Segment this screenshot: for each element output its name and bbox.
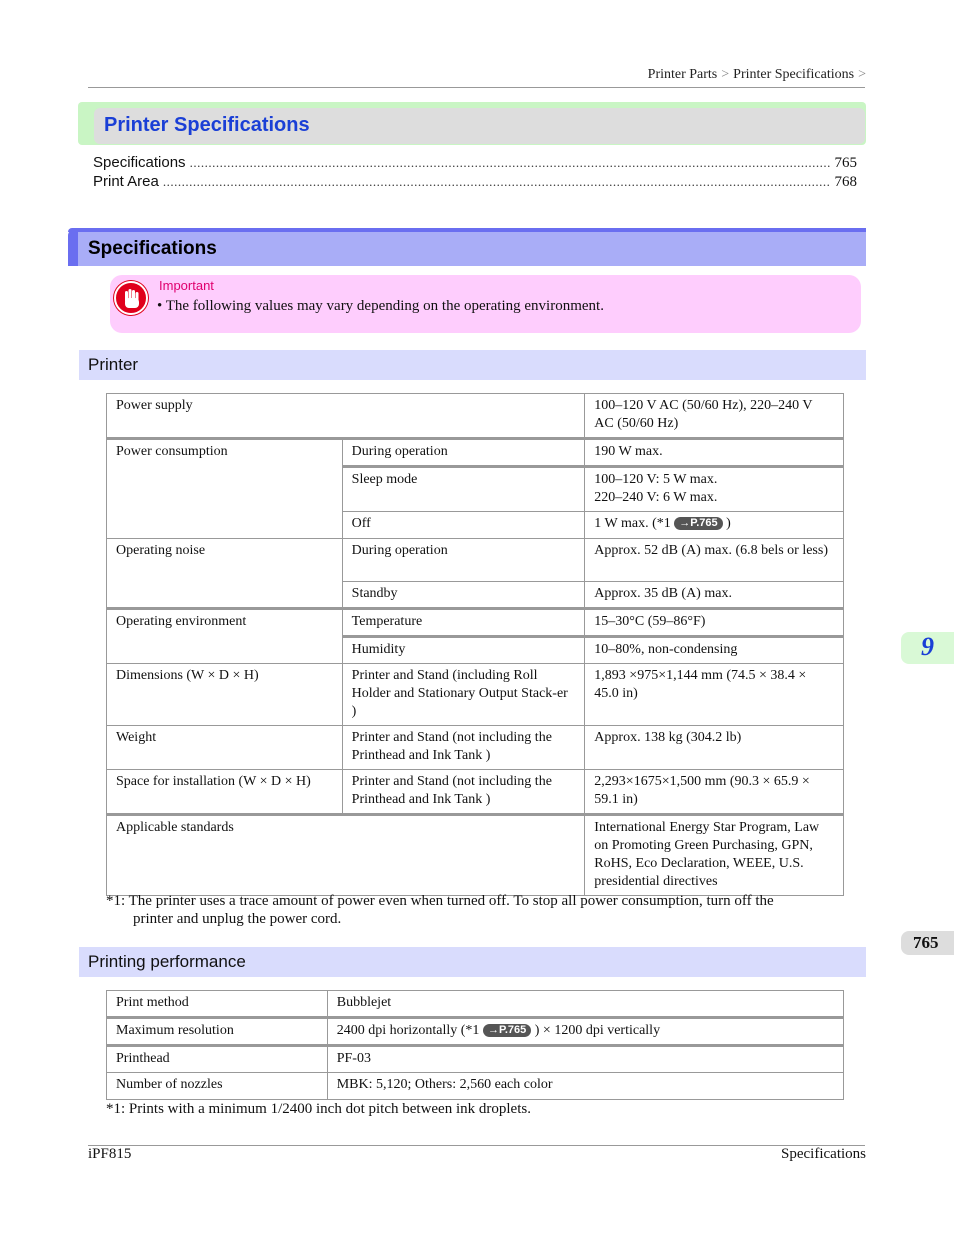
row-value: Approx. 138 kg (304.2 lb)	[585, 726, 844, 770]
row-sublabel: Standby	[342, 582, 585, 609]
subsection-bar-printer	[79, 350, 866, 380]
row-label: Weight	[107, 726, 343, 770]
toc-page-number[interactable]: 768	[834, 174, 857, 190]
important-title: Important	[159, 278, 214, 293]
section-title: Specifications	[88, 238, 217, 259]
table-row	[107, 991, 844, 1018]
performance-spec-table	[106, 990, 844, 1100]
toc-leader	[190, 155, 831, 171]
row-value: 1 W max. (*1 →P.765 )	[585, 512, 844, 539]
toc-label[interactable]: Specifications	[93, 154, 186, 171]
table-row	[107, 394, 844, 439]
chapter-title: Printer Specifications	[104, 114, 310, 136]
row-label: Dimensions (W × D × H)	[107, 664, 343, 726]
row-sublabel: Printer and Stand (not including the Printhead and Ink Tank )	[342, 726, 585, 770]
row-label: Operating environment	[107, 609, 343, 664]
page-number: 765	[913, 933, 939, 952]
page-reference-link[interactable]: →P.765	[674, 517, 722, 530]
toc-label[interactable]: Print Area	[93, 173, 159, 190]
breadcrumb-printer-specifications[interactable]: Printer Specifications	[733, 67, 855, 82]
footnote-line: *1: The printer uses a trace amount of power even when turned off. To stop all power consumption, turn off the	[106, 893, 774, 909]
row-value: 100–120 V AC (50/60 Hz), 220–240 V AC (50/60 Hz)	[585, 394, 844, 439]
row-sublabel: Sleep mode	[342, 467, 585, 512]
breadcrumb-printer-parts[interactable]: Printer Parts	[647, 67, 718, 82]
table-row	[107, 1046, 844, 1073]
breadcrumb	[648, 67, 866, 83]
breadcrumb-separator: >	[721, 67, 730, 82]
row-label: Maximum resolution	[107, 1018, 328, 1046]
row-label: Power supply	[107, 394, 585, 439]
row-sublabel: Off	[342, 512, 585, 539]
row-value: Bubblejet	[327, 991, 843, 1018]
row-value: 2400 dpi horizontally (*1 →P.765 ) × 1200 dpi vertically	[327, 1018, 843, 1046]
footer-section: Specifications	[781, 1146, 866, 1162]
table-row	[107, 609, 844, 637]
row-sublabel: During operation	[342, 539, 585, 582]
footnote-performance: *1: Prints with a minimum 1/2400 inch dot pitch between ink droplets.	[106, 1101, 531, 1117]
row-value: 15–30°C (59–86°F)	[585, 609, 844, 637]
row-label: Number of nozzles	[107, 1073, 328, 1100]
table-of-contents	[93, 154, 857, 192]
footer-divider	[88, 1145, 865, 1146]
table-row	[107, 770, 844, 815]
toc-leader	[163, 174, 831, 190]
important-text: • The following values may vary depending on the operating environment.	[157, 298, 604, 314]
chapter-number: 9	[921, 632, 934, 661]
row-value: 2,293×1675×1,500 mm (90.3 × 65.9 × 59.1 in)	[585, 770, 844, 815]
subsection-title-printer: Printer	[88, 355, 139, 374]
table-row	[107, 726, 844, 770]
table-row	[107, 664, 844, 726]
row-value: Approx. 52 dB (A) max. (6.8 bels or less)	[585, 539, 844, 582]
value-line: 100–120 V: 5 W max.	[594, 472, 718, 487]
row-value: MBK: 5,120; Others: 2,560 each color	[327, 1073, 843, 1100]
stop-hand-icon	[114, 281, 148, 315]
row-value: 1,893 ×975×1,144 mm (74.5 × 38.4 × 45.0 in)	[585, 664, 844, 726]
row-label: Print method	[107, 991, 328, 1018]
table-row	[107, 439, 844, 467]
row-value: International Energy Star Program, Law on Promoting Green Purchasing, GPN, RoHS, Eco Declaration, WEEE, U.S. presidential directives	[585, 815, 844, 896]
row-label: Power consumption	[107, 439, 343, 539]
row-value: 10–80%, non-condensing	[585, 637, 844, 664]
chapter-tab[interactable]	[901, 632, 954, 664]
row-value: PF-03	[327, 1046, 843, 1073]
row-label: Applicable standards	[107, 815, 585, 896]
table-row	[107, 815, 844, 896]
row-value	[585, 467, 844, 512]
toc-item-specifications[interactable]	[93, 154, 857, 173]
row-value: 190 W max.	[585, 439, 844, 467]
toc-item-print-area[interactable]	[93, 173, 857, 192]
important-message: The following values may vary depending on the operating environment.	[165, 298, 604, 314]
footnote-line: printer and unplug the power cord.	[133, 911, 342, 927]
row-label: Printhead	[107, 1046, 328, 1073]
row-label: Operating noise	[107, 539, 343, 609]
row-label: Space for installation (W × D × H)	[107, 770, 343, 815]
table-row	[107, 1073, 844, 1100]
page-reference-link[interactable]: →P.765	[483, 1024, 531, 1037]
subsection-title-printing-performance: Printing performance	[88, 952, 246, 971]
page-number-tab	[901, 931, 954, 955]
row-sublabel: Humidity	[342, 637, 585, 664]
row-value: Approx. 35 dB (A) max.	[585, 582, 844, 609]
row-sublabel: During operation	[342, 439, 585, 467]
toc-page-number[interactable]: 765	[834, 155, 857, 171]
row-sublabel: Printer and Stand (not including the Printhead and Ink Tank )	[342, 770, 585, 815]
value-line: 220–240 V: 6 W max.	[594, 490, 718, 505]
header-divider	[88, 87, 865, 88]
footnote-printer	[106, 892, 774, 928]
printer-spec-table	[106, 393, 844, 896]
table-row	[107, 1018, 844, 1046]
footer-model: iPF815	[88, 1146, 132, 1162]
row-sublabel: Printer and Stand (including Roll Holder and Stationary Output Stack-er )	[342, 664, 585, 726]
breadcrumb-separator: >	[858, 67, 866, 82]
table-row	[107, 539, 844, 582]
row-sublabel: Temperature	[342, 609, 585, 637]
